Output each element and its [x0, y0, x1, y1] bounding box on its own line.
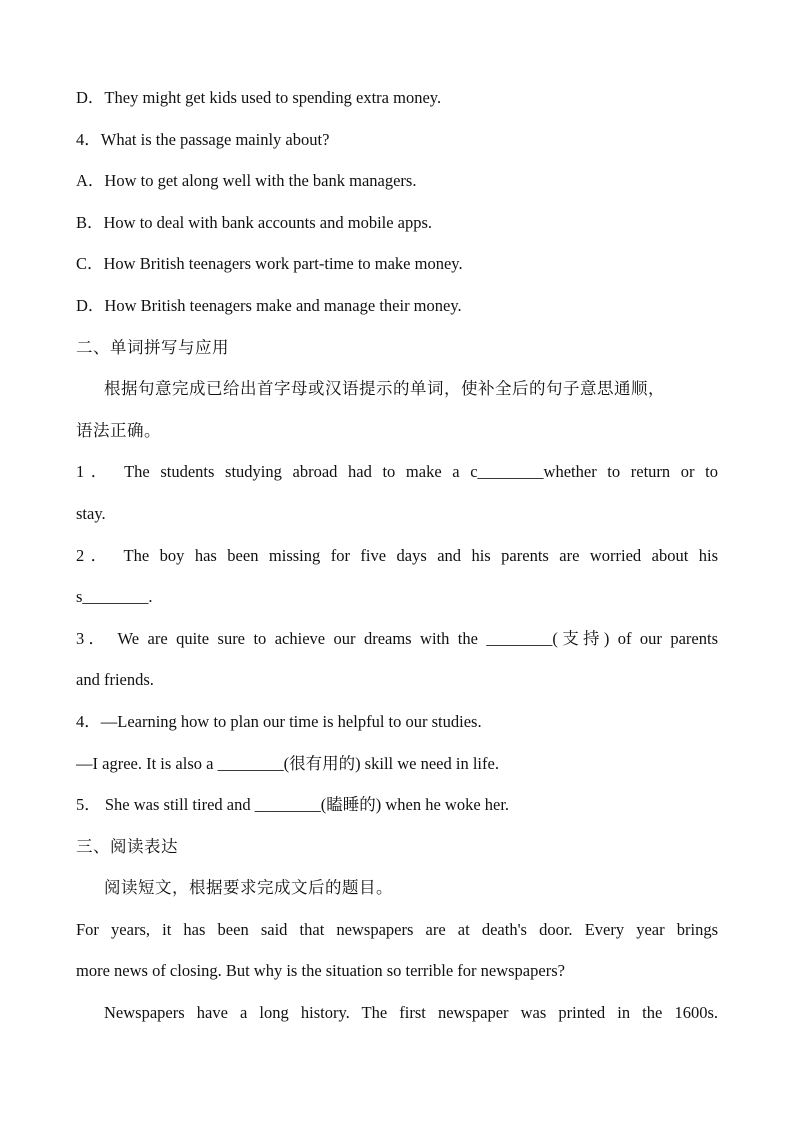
- option-b: B．How to deal with bank accounts and mobile apps.: [76, 212, 433, 232]
- reading-instructions: 阅读短文，根据要求完成文后的题目。: [104, 878, 393, 898]
- document-page: [76, 77, 718, 1034]
- spelling-item-4: 4．—Learning how to plan our time is helpful to our studies.: [76, 711, 482, 731]
- passage-line-2: more news of closing. But why is the situation so terrible for newspapers?: [76, 961, 565, 981]
- spelling-item-5: 5． She was still tired and ________(瞌睡的) when he woke her.: [76, 795, 510, 815]
- option-d-line: D．They might get kids used to spending extra money.: [76, 88, 442, 107]
- option-a: A．How to get along well with the bank managers.: [76, 171, 417, 191]
- option-c: C．How British teenagers work part-time to make money.: [76, 254, 463, 274]
- question-4: 4．What is the passage mainly about?: [76, 129, 330, 149]
- spelling-item-2-cont: s________.: [76, 587, 153, 607]
- spelling-item-1: 1． The students studying abroad had to make a c________whether to return or to: [76, 462, 718, 482]
- option-d: D．How British teenagers make and manage their money.: [76, 295, 462, 315]
- section-instructions: 根据句意完成已给出首字母或汉语提示的单词，使补全后的句子意思通顺，: [104, 379, 665, 399]
- section-heading-reading: 三、阅读表达: [76, 836, 178, 856]
- spelling-item-2: 2． The boy has been missing for five days and his parents are worried about his: [76, 545, 718, 565]
- passage-line-3: Newspapers have a long history. The first newspaper was printed in the 1600s.: [104, 1003, 718, 1023]
- passage-line-1: For years, it has been said that newspapers are at death's door. Every year brings: [76, 919, 718, 939]
- section-instructions-cont: 语法正确。: [76, 420, 161, 440]
- spelling-item-1-cont: stay.: [76, 503, 106, 523]
- spelling-item-4-reply: —I agree. It is also a ________(很有用的) skill we need in life.: [76, 753, 499, 773]
- section-heading-word-spelling: 二、单词拼写与应用: [76, 337, 229, 357]
- spelling-item-3-cont: and friends.: [76, 670, 154, 690]
- spelling-item-3: 3． We are quite sure to achieve our dreams with the ________(支持) of our parents: [76, 628, 718, 648]
